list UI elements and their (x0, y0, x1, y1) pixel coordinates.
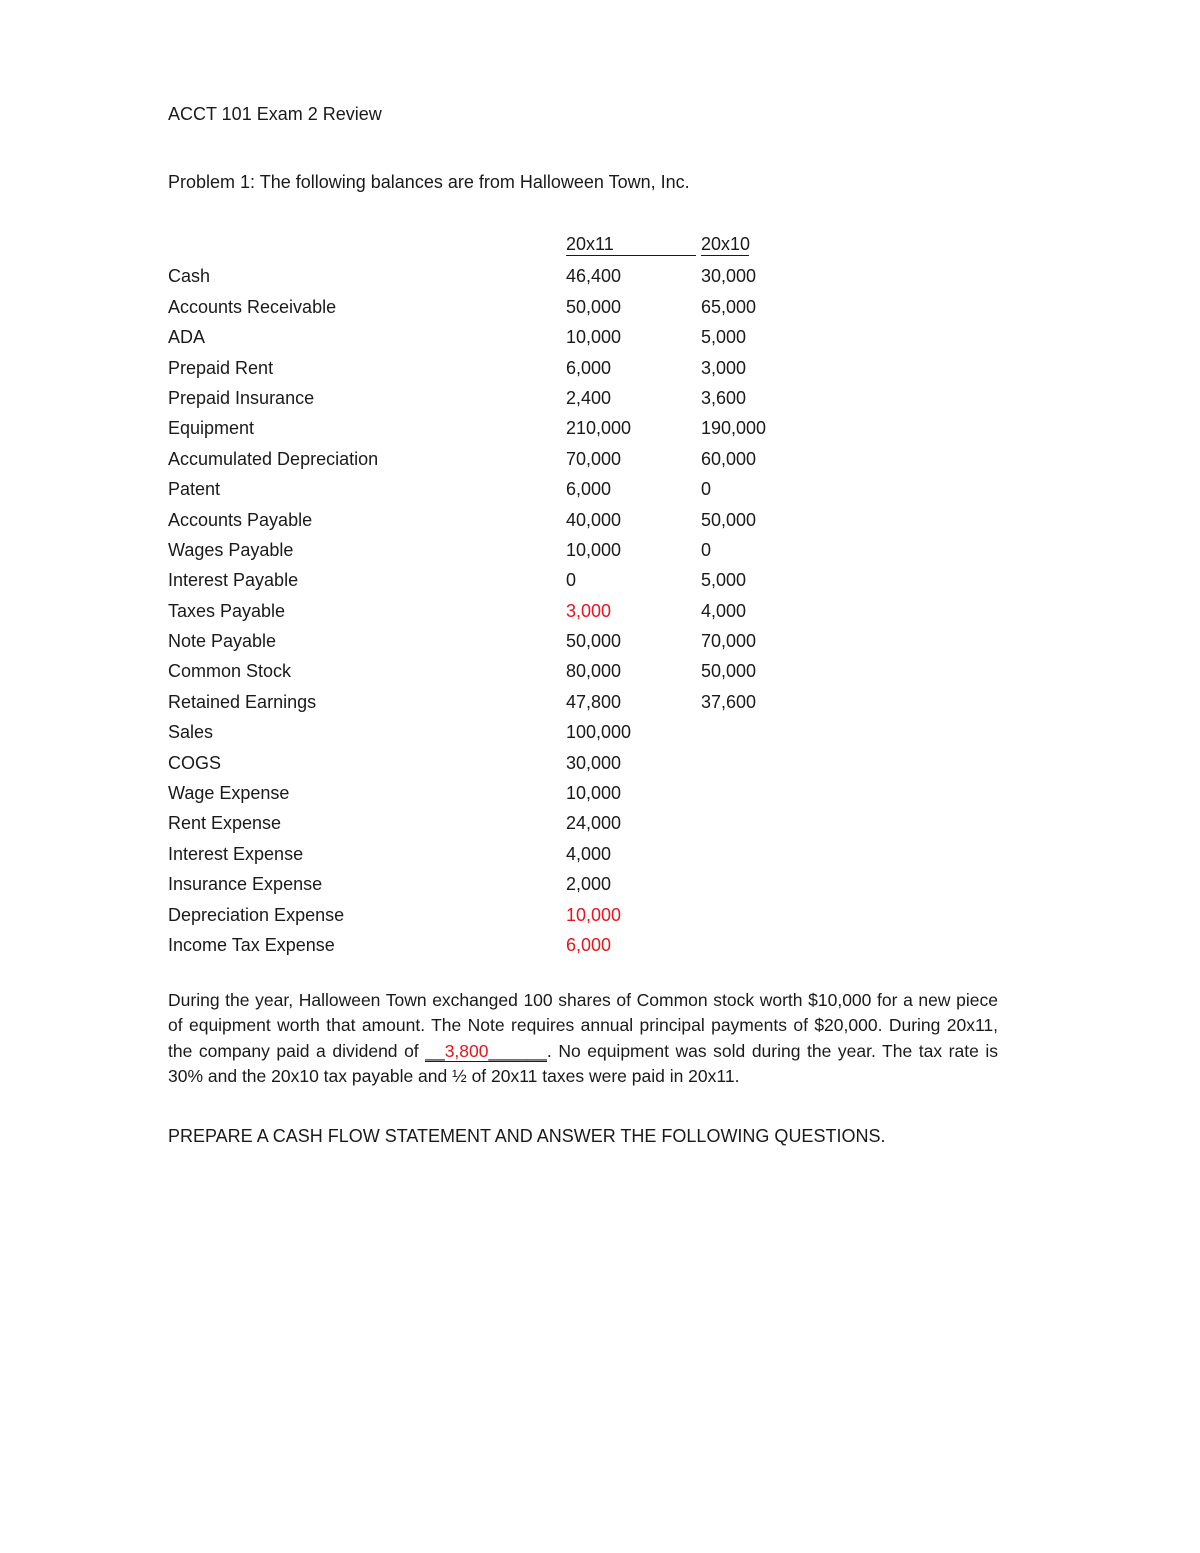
value-20x10: 37,600 (701, 691, 757, 712)
document-title: ACCT 101 Exam 2 Review (168, 104, 382, 124)
row-label: Prepaid Rent (168, 357, 274, 378)
value-20x11: 10,000 (566, 539, 622, 560)
table-row (168, 596, 808, 626)
row-label: Accumulated Depreciation (168, 448, 379, 469)
value-20x11: 10,000 (566, 783, 622, 804)
row-label: Retained Earnings (168, 691, 317, 712)
row-label: Wages Payable (168, 539, 294, 560)
blank-suffix: ______ (488, 1040, 547, 1061)
table-row (168, 565, 808, 595)
value-20x11: 4,000 (566, 843, 612, 864)
row-label: Sales (168, 722, 214, 743)
table-row (168, 656, 808, 686)
table-header-row (168, 231, 808, 261)
table-row (168, 778, 808, 808)
value-20x10: 4,000 (701, 600, 747, 621)
table-row (168, 626, 808, 656)
row-label: Accounts Payable (168, 509, 313, 530)
dividend-blank (425, 1041, 547, 1062)
value-20x10: 0 (701, 479, 712, 500)
value-20x10: 65,000 (701, 296, 757, 317)
row-label: Common Stock (168, 661, 292, 682)
value-20x11: 50,000 (566, 296, 622, 317)
value-20x10: 3,000 (701, 357, 747, 378)
problem-heading: Problem 1: The following balances are from Halloween Town, Inc. (168, 172, 690, 192)
description-text-start: During the year, Halloween Town exchanged 100 shares of Common stock worth $10,000 for a new piece of equipment worth that amount. The Note requires annual principal payments of $20,000. During 20x11, the company paid a dividend of (168, 990, 998, 1061)
blank-prefix: __ (425, 1040, 445, 1061)
value-20x11: 50,000 (566, 631, 622, 652)
value-20x10: 5,000 (701, 327, 747, 348)
value-20x11: 70,000 (566, 448, 622, 469)
column-header-20x10: 20x10 (701, 234, 751, 254)
value-20x11: 10,000 (566, 327, 622, 348)
row-label: Cash (168, 266, 211, 287)
row-label: Depreciation Expense (168, 904, 345, 925)
table-row (168, 413, 808, 443)
row-label: COGS (168, 752, 222, 773)
row-label: Interest Payable (168, 570, 299, 591)
value-20x10: 5,000 (701, 570, 747, 591)
value-20x11: 6,000 (566, 357, 612, 378)
value-20x11: 6,000 (566, 479, 612, 500)
table-row (168, 808, 808, 838)
value-20x10: 190,000 (701, 418, 767, 439)
table-row (168, 474, 808, 504)
value-20x11: 0 (566, 570, 577, 591)
table-row (168, 322, 808, 352)
value-20x11: 100,000 (566, 722, 632, 743)
value-20x11: 6,000 (566, 934, 612, 955)
table-row (168, 505, 808, 535)
value-20x10: 60,000 (701, 448, 757, 469)
row-label: Wage Expense (168, 783, 290, 804)
row-label: Prepaid Insurance (168, 387, 315, 408)
row-label: Interest Expense (168, 843, 304, 864)
table-row (168, 687, 808, 717)
description-text-end: . No equipment was sold during the year. The tax rate is 30% and the 20x10 tax payable and ½ of 20x11 taxes were paid in 20x11. (168, 1040, 998, 1087)
table-row (168, 869, 808, 899)
table-row (168, 383, 808, 413)
table-row (168, 839, 808, 869)
value-20x10: 50,000 (701, 509, 757, 530)
row-label: Equipment (168, 418, 255, 439)
value-20x11: 24,000 (566, 813, 622, 834)
value-20x11: 2,400 (566, 387, 612, 408)
row-label: Income Tax Expense (168, 934, 335, 955)
value-20x11: 80,000 (566, 661, 622, 682)
row-label: Insurance Expense (168, 874, 323, 895)
row-label: Patent (168, 479, 221, 500)
value-20x11: 40,000 (566, 509, 622, 530)
value-20x11: 2,000 (566, 874, 612, 895)
value-20x11: 210,000 (566, 418, 632, 439)
table-row (168, 748, 808, 778)
value-20x10: 50,000 (701, 661, 757, 682)
table-row (168, 535, 808, 565)
value-20x10: 30,000 (701, 266, 757, 287)
table-row (168, 444, 808, 474)
value-20x10: 3,600 (701, 387, 747, 408)
value-20x11: 30,000 (566, 752, 622, 773)
row-label: Note Payable (168, 631, 277, 652)
table-row (168, 261, 808, 291)
table-row (168, 292, 808, 322)
row-label: ADA (168, 327, 206, 348)
value-20x10: 70,000 (701, 631, 757, 652)
problem-description (168, 988, 998, 1090)
row-label: Accounts Receivable (168, 296, 337, 317)
column-header-20x11: 20x11 (566, 233, 696, 256)
value-20x11: 47,800 (566, 691, 622, 712)
table-row (168, 930, 808, 960)
table-row (168, 900, 808, 930)
table-body (168, 261, 808, 960)
value-20x11: 46,400 (566, 266, 622, 287)
table-row (168, 353, 808, 383)
dividend-amount: 3,800 (444, 1040, 489, 1061)
row-label: Rent Expense (168, 813, 282, 834)
value-20x10: 0 (701, 539, 712, 560)
balances-table (168, 231, 808, 960)
instruction-text: PREPARE A CASH FLOW STATEMENT AND ANSWER THE FOLLOWING QUESTIONS. (168, 1126, 886, 1146)
value-20x11: 3,000 (566, 600, 612, 621)
row-label: Taxes Payable (168, 600, 286, 621)
value-20x11: 10,000 (566, 904, 622, 925)
table-row (168, 717, 808, 747)
